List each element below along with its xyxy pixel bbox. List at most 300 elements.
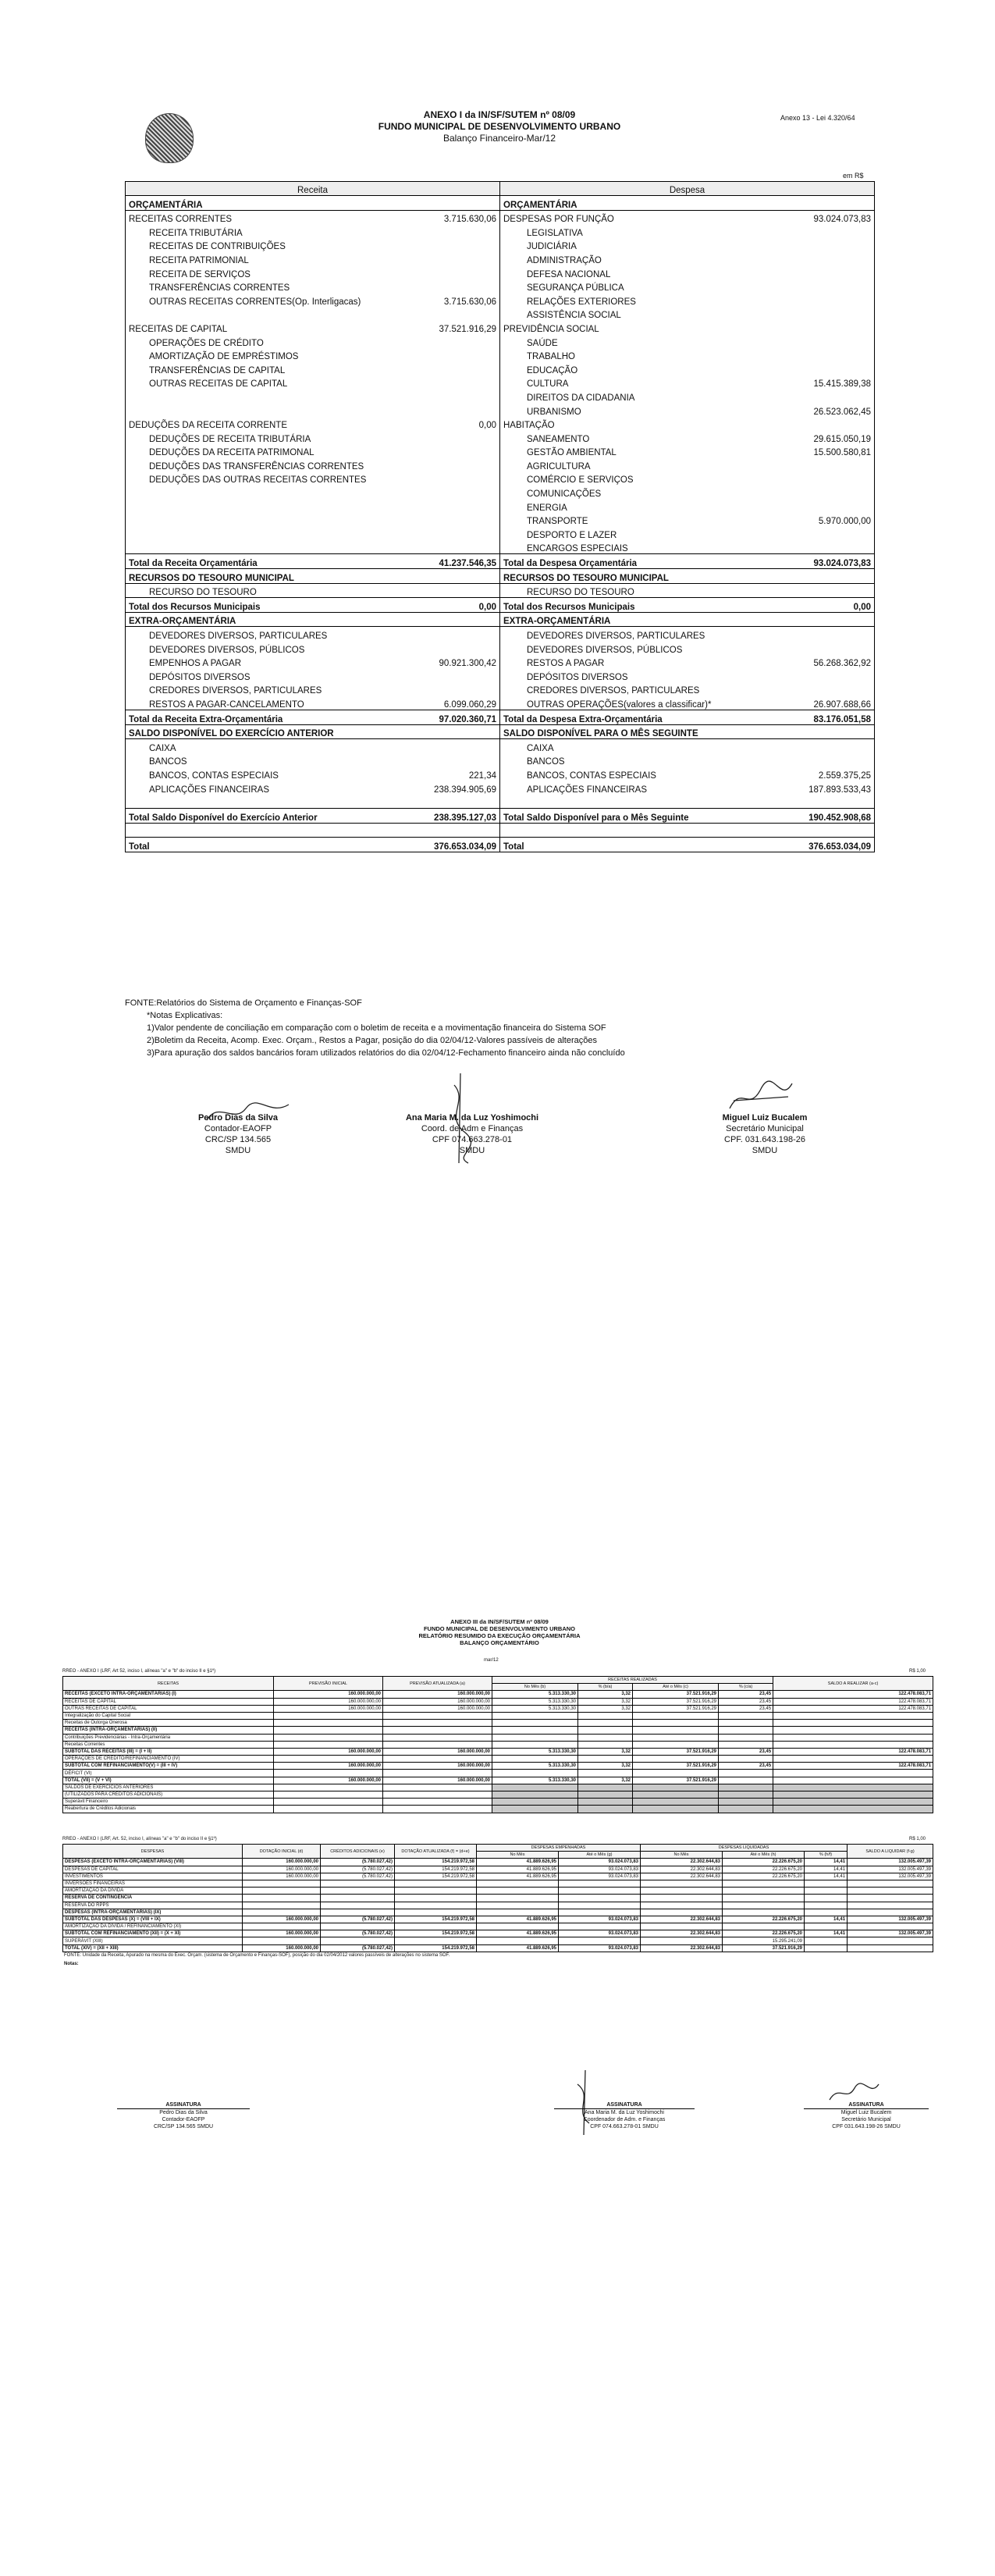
a3-sig2-line-b: Coordenador de Adm. e Finanças <box>583 2117 666 2122</box>
receitas-row-value <box>383 1791 492 1799</box>
despesa-label: DESPESAS POR FUNÇÃO <box>503 215 614 225</box>
balance-row <box>126 499 875 513</box>
despesas-row-value: 160.000.000,00 <box>243 1859 321 1866</box>
despesas-row-value <box>243 1880 321 1887</box>
rec-header-7: SALDO A REALIZAR (a-c) <box>773 1677 933 1691</box>
notes-subtitle: *Notas Explicativas: <box>147 1011 223 1020</box>
anexo1-title-line-1: ANEXO I da IN/SF/SUTEM nº 08/09 <box>423 109 576 120</box>
receitas-row-value <box>274 1741 383 1748</box>
notes-section <box>125 997 827 1059</box>
despesas-row-value <box>477 1895 559 1902</box>
despesas-row-label: DESPESAS (INTRA-ORÇAMENTÁRIAS) (IX) <box>63 1909 243 1916</box>
receitas-caption: RREO - ANEXO I (LRF, Art 52, inciso I, alíneas "a" e "b" do inciso II e §1º) <box>62 1669 216 1674</box>
despesa-label: PREVIDÊNCIA SOCIAL <box>503 324 599 334</box>
despesa-value <box>766 238 875 252</box>
receitas-row-value <box>773 1806 933 1813</box>
receitas-row <box>63 1770 933 1777</box>
receita-label: RESTOS A PAGAR-CANCELAMENTO <box>149 699 304 710</box>
receitas-row-value: 122.478.083,71 <box>773 1698 933 1705</box>
despesas-row <box>63 1916 933 1923</box>
despesas-row-value <box>723 1909 805 1916</box>
despesas-caption: RREO - ANEXO I (LRF, Art. 52, inciso I, alíneas "a" e "b" do inciso II e §1º) <box>62 1837 217 1841</box>
anexo1-title-line-2: FUNDO MUNICIPAL DE DESENVOLVIMENTO URBANO <box>378 121 621 132</box>
receita-label: DEPÓSITOS DIVERSOS <box>149 672 251 682</box>
balance-row <box>126 526 875 540</box>
balance-row <box>126 485 875 499</box>
receitas-row-value <box>633 1720 719 1727</box>
despesa-value <box>766 823 875 838</box>
despesas-row-value: 93.024.073,83 <box>559 1944 641 1952</box>
receitas-row-value <box>274 1770 383 1777</box>
despesa-label: RESTOS A PAGAR <box>527 659 605 669</box>
despesas-unit: R$ 1,00 <box>909 1837 926 1841</box>
receitas-row-label: RECEITAS (INTRA-ORÇAMENTÁRIAS) (II) <box>63 1727 274 1734</box>
receita-label: RECEITA DE SERVIÇOS <box>149 269 251 279</box>
despesa-value <box>766 540 875 554</box>
despesas-row-value <box>559 1902 641 1909</box>
despesa-value: 56.268.362,92 <box>813 659 872 669</box>
receita-value <box>399 430 500 444</box>
despesas-row-value <box>395 1923 477 1930</box>
despesa-label: Total da Despesa Orçamentária <box>500 554 766 569</box>
receita-label <box>126 307 399 321</box>
receita-value <box>399 526 500 540</box>
receita-value <box>399 444 500 458</box>
balance-row <box>126 348 875 362</box>
receitas-row-label: RECEITAS (EXCETO INTRA-ORÇAMENTÁRIAS) (I) <box>63 1691 274 1698</box>
despesa-label: JUDICIÁRIA <box>527 242 577 252</box>
receita-value <box>399 471 500 486</box>
despesa-label <box>500 795 766 809</box>
receitas-row-value <box>274 1712 383 1719</box>
despesas-row <box>63 1873 933 1880</box>
balance-row <box>126 251 875 265</box>
desp-header-9: SALDO A LIQUIDAR (f-g) <box>848 1845 933 1859</box>
receita-value <box>399 375 500 390</box>
despesa-value <box>766 739 875 753</box>
receitas-row-value <box>383 1799 492 1806</box>
receitas-row-value <box>719 1784 773 1791</box>
receitas-row-value <box>492 1770 578 1777</box>
receitas-row-label: (UTILIZADOS PARA CRÉDITOS ADICIONAIS) <box>63 1791 274 1799</box>
despesas-row-value: 14,41 <box>805 1930 848 1937</box>
despesas-row-value: 154.219.972,58 <box>395 1866 477 1873</box>
despesas-row <box>63 1895 933 1902</box>
despesas-row-value: 41.889.626,95 <box>477 1930 559 1937</box>
receitas-row-value <box>633 1756 719 1763</box>
despesa-label: BANCOS, CONTAS ESPECIAIS <box>527 770 656 781</box>
despesa-value <box>766 224 875 238</box>
balance-row <box>126 641 875 655</box>
despesas-row-value: 132.005.497,39 <box>848 1866 933 1873</box>
balance-row <box>126 430 875 444</box>
receitas-row <box>63 1712 933 1719</box>
despesas-row-value: 93.024.073,83 <box>559 1866 641 1873</box>
despesas-row-value <box>243 1937 321 1944</box>
despesa-value: 0,00 <box>766 598 875 613</box>
note-3: 3)Para apuração dos saldos bancários foram utilizados relatórios do dia 02/04/12-Fechamento financeiro ainda não concluído <box>147 1048 625 1058</box>
desp-header-5: Até o Mês (g) <box>559 1852 641 1859</box>
balance-row <box>126 389 875 403</box>
balance-row <box>126 471 875 486</box>
receitas-row-value <box>578 1720 633 1727</box>
despesa-label: Total <box>500 838 766 852</box>
balance-row <box>126 444 875 458</box>
despesa-label: ADMINISTRAÇÃO <box>527 255 602 265</box>
receita-value <box>399 513 500 527</box>
despesas-row-value <box>559 1888 641 1895</box>
rec-header-4: % (b/a) <box>578 1684 633 1691</box>
receitas-row-value: 5.313.330,30 <box>492 1691 578 1698</box>
receitas-row <box>63 1691 933 1698</box>
receitas-row-value: 3,32 <box>578 1705 633 1712</box>
despesas-row-label: INVESTIMENTOS <box>63 1873 243 1880</box>
receita-value: 97.020.360,71 <box>399 710 500 724</box>
anexo3-signature-block-1 <box>117 2101 250 2130</box>
despesa-label: TRANSPORTE <box>527 517 588 527</box>
despesas-row-value: 41.889.626,95 <box>477 1866 559 1873</box>
receitas-row-value: 122.478.083,71 <box>773 1763 933 1770</box>
despesa-value: 29.615.050,19 <box>813 434 872 444</box>
receitas-row-value <box>383 1734 492 1741</box>
receitas-row-value <box>633 1791 719 1799</box>
anexo3-period: mar/12 <box>484 1658 499 1663</box>
balance-row <box>126 612 875 627</box>
desp-header-1: DOTAÇÃO INICIAL (d) <box>243 1845 321 1859</box>
despesa-label: APLICAÇÕES FINANCEIRAS <box>527 785 648 795</box>
receita-label: CREDORES DIVERSOS, PARTICULARES <box>149 686 322 696</box>
receitas-row-value <box>719 1777 773 1784</box>
receitas-row-value <box>578 1770 633 1777</box>
receitas-row-value <box>719 1727 773 1734</box>
despesas-row-value: 41.889.626,95 <box>477 1873 559 1880</box>
receita-label: RECEITA TRIBUTÁRIA <box>149 228 243 238</box>
despesa-value <box>766 795 875 809</box>
receitas-row-value: 5.313.330,30 <box>492 1777 578 1784</box>
receitas-row-label: RECEITAS DE CAPITAL <box>63 1698 274 1705</box>
despesa-value <box>766 724 875 739</box>
despesas-row-value <box>805 1909 848 1916</box>
receita-value <box>399 403 500 417</box>
receitas-row-value <box>492 1756 578 1763</box>
balance-row <box>126 809 875 824</box>
despesas-row-value: (5.780.027,42) <box>321 1930 395 1937</box>
receitas-row-value: 160.000.000,00 <box>383 1691 492 1698</box>
despesas-row-value: 132.005.497,39 <box>848 1859 933 1866</box>
desp-header-4: No Mês <box>477 1852 559 1859</box>
rec-header-3: No Mês (b) <box>492 1684 578 1691</box>
receitas-row <box>63 1698 933 1705</box>
receita-value: 0,00 <box>399 598 500 613</box>
despesa-label: SEGURANÇA PÚBLICA <box>527 283 624 294</box>
despesa-value <box>766 334 875 348</box>
receita-value: 90.921.300,42 <box>399 655 500 669</box>
despesas-row-value: 160.000.000,00 <box>243 1944 321 1952</box>
receitas-row-value <box>274 1720 383 1727</box>
despesas-row-value: (5.780.027,42) <box>321 1873 395 1880</box>
despesas-row-value: 15.295.241,09 <box>723 1937 805 1944</box>
despesa-value <box>766 293 875 307</box>
despesas-row-value: 132.005.497,39 <box>848 1916 933 1923</box>
desp-header-2: CRÉDITOS ADICIONAIS (e) <box>321 1845 395 1859</box>
desp-header-group1: DESPESAS EMPENHADAS <box>477 1845 641 1852</box>
balance-row <box>126 334 875 348</box>
anexo1-legal-ref: Anexo 13 - Lei 4.320/64 <box>780 114 855 122</box>
receita-value: 3.715.630,06 <box>399 210 500 224</box>
anexo3-signature-block-2 <box>554 2101 695 2130</box>
receitas-row-label: Superávit Financeiro <box>63 1799 274 1806</box>
despesas-row-value: 93.024.073,83 <box>559 1930 641 1937</box>
despesas-row-label: SUBTOTAL DAS DESPESAS (X) = (VIII + IX) <box>63 1916 243 1923</box>
receitas-row-label: OUTRAS RECEITAS DE CAPITAL <box>63 1705 274 1712</box>
receitas-row <box>63 1799 933 1806</box>
despesa-value <box>766 196 875 211</box>
despesas-row-value: 14,41 <box>805 1873 848 1880</box>
despesas-row <box>63 1930 933 1937</box>
desp-header-3: DOTAÇÃO ATUALIZADA (f) = (d+e) <box>395 1845 477 1859</box>
a3-sig1-line-a: Pedro Dias da Silva <box>159 2110 208 2115</box>
despesas-row-label: SUBTOTAL COM REFINANCIAMENTO (XII) = (X + XI) <box>63 1930 243 1937</box>
despesa-label: CAIXA <box>527 743 554 753</box>
receitas-row-value: 37.521.916,29 <box>633 1763 719 1770</box>
receitas-row-value <box>719 1720 773 1727</box>
receita-value <box>399 540 500 554</box>
despesa-value <box>766 279 875 294</box>
receitas-row-value <box>383 1806 492 1813</box>
receita-value <box>399 499 500 513</box>
despesas-row-value <box>321 1937 395 1944</box>
receitas-row-value <box>773 1756 933 1763</box>
receitas-row-value <box>492 1784 578 1791</box>
despesas-row-label: TOTAL (XIV) = (XII + XIII) <box>63 1944 243 1952</box>
despesa-value <box>766 682 875 696</box>
despesa-label: ENCARGOS ESPECIAIS <box>527 544 628 554</box>
balance-row <box>126 307 875 321</box>
receitas-row-label: Receitas Correntes <box>63 1741 274 1748</box>
balance-row <box>126 569 875 584</box>
receitas-row-label: Integralização do Capital Social <box>63 1712 274 1719</box>
receitas-row-value <box>492 1799 578 1806</box>
signer-line-2a: Coord. de Adm e Finanças <box>421 1124 524 1133</box>
receitas-row-value <box>719 1734 773 1741</box>
despesas-row <box>63 1888 933 1895</box>
receitas-row-value <box>383 1712 492 1719</box>
despesas-row-value <box>805 1944 848 1952</box>
receita-label: Total <box>126 838 399 852</box>
receitas-row-value <box>383 1756 492 1763</box>
despesas-row-value <box>641 1937 723 1944</box>
despesa-value <box>766 668 875 682</box>
receita-label <box>126 513 399 527</box>
balance-row <box>126 682 875 696</box>
despesas-row-value: 22.226.675,20 <box>723 1916 805 1923</box>
receitas-row-value <box>383 1727 492 1734</box>
despesa-value: 190.452.908,68 <box>766 809 875 824</box>
balance-row <box>126 823 875 838</box>
despesas-row-value: 22.302.644,83 <box>641 1944 723 1952</box>
anexo3-source: FONTE: Unidade da Receita, Apurado na mesma do Exec. Orçam. (sistema de Orçamento e Finanças-SOF), posição do dia 02/04/2012 valores passíveis de alterações no sistema SOF. <box>64 1953 450 1958</box>
receitas-row-value <box>773 1720 933 1727</box>
despesas-row <box>63 1937 933 1944</box>
receitas-row-label: Contribuições Previdenciárias - Intra-Orçamentária <box>63 1734 274 1741</box>
despesas-row-value <box>723 1888 805 1895</box>
anexo3-title-line-2: FUNDO MUNICIPAL DE DESENVOLVIMENTO URBANO <box>423 1625 576 1632</box>
receita-value: 238.395.127,03 <box>399 809 500 824</box>
receita-value <box>399 348 500 362</box>
receitas-row-value <box>274 1734 383 1741</box>
receitas-row-value <box>773 1734 933 1741</box>
receita-label <box>126 499 399 513</box>
receitas-row-value <box>578 1741 633 1748</box>
receita-label: DEDUÇÕES DAS OUTRAS RECEITAS CORRENTES <box>149 475 367 486</box>
balance-row <box>126 838 875 852</box>
despesas-row-value: 132.005.497,39 <box>848 1930 933 1937</box>
despesas-row-value <box>559 1909 641 1916</box>
despesas-row-value <box>805 1902 848 1909</box>
receitas-row-value <box>773 1799 933 1806</box>
receita-label: Total dos Recursos Municipais <box>126 598 399 613</box>
despesa-value: 15.500.580,81 <box>813 448 872 458</box>
anexo3-notes-label: Notas: <box>64 1962 79 1966</box>
despesas-row-value: 93.024.073,83 <box>559 1859 641 1866</box>
signature-block-2 <box>382 1112 562 1156</box>
receita-label <box>126 823 399 838</box>
receita-label: RECURSOS DO TESOURO MUNICIPAL <box>126 569 399 584</box>
receita-value: 221,34 <box>399 767 500 781</box>
despesas-row-value: (5.780.027,42) <box>321 1944 395 1952</box>
receitas-row-value: 37.521.916,29 <box>633 1698 719 1705</box>
receita-label <box>126 485 399 499</box>
desp-header-group2: DESPESAS LIQUIDADAS <box>641 1845 848 1852</box>
receita-label: DEVEDORES DIVERSOS, PÚBLICOS <box>149 645 305 655</box>
receita-label: RECURSO DO TESOURO <box>149 588 257 598</box>
despesas-row-value <box>395 1888 477 1895</box>
despesa-value <box>766 526 875 540</box>
rec-header-2: PREVISÃO ATUALIZADA (a) <box>383 1677 492 1691</box>
receita-label: Total da Receita Extra-Orçamentária <box>126 710 399 724</box>
despesas-row-value <box>723 1880 805 1887</box>
despesas-row <box>63 1866 933 1873</box>
despesa-label: Total dos Recursos Municipais <box>500 598 766 613</box>
despesas-row-value: 41.889.626,95 <box>477 1916 559 1923</box>
balance-row <box>126 224 875 238</box>
balance-row <box>126 320 875 334</box>
despesas-row-value <box>723 1923 805 1930</box>
receitas-row-value <box>773 1784 933 1791</box>
receitas-row-value <box>492 1806 578 1813</box>
balance-row <box>126 583 875 598</box>
despesa-value: 187.893.533,43 <box>808 785 872 795</box>
receitas-row-value <box>578 1806 633 1813</box>
despesas-row-label: RESERVA DO RPPS <box>63 1902 243 1909</box>
anexo3-signature-scribble-3 <box>827 2080 882 2104</box>
balance-row <box>126 739 875 753</box>
receitas-row-value: 3,32 <box>578 1748 633 1755</box>
despesa-label: EXTRA-ORÇAMENTÁRIA <box>500 612 766 627</box>
despesa-value <box>766 348 875 362</box>
receitas-row-label: TOTAL (VII) = (V + VI) <box>63 1777 274 1784</box>
receita-value <box>399 196 500 211</box>
receitas-row-value <box>719 1712 773 1719</box>
despesa-label: TRABALHO <box>527 352 575 362</box>
receita-label: BANCOS <box>149 757 187 767</box>
balance-row <box>126 238 875 252</box>
despesa-label: DEVEDORES DIVERSOS, PÚBLICOS <box>527 645 683 655</box>
receitas-row-value <box>773 1777 933 1784</box>
despesas-row-value: 154.219.972,58 <box>395 1916 477 1923</box>
desp-header-8: % (h/f) <box>805 1852 848 1859</box>
despesa-value <box>766 569 875 584</box>
receita-value <box>399 569 500 584</box>
despesa-value: 2.559.375,25 <box>818 770 872 781</box>
receita-label: OPERAÇÕES DE CRÉDITO <box>149 338 264 348</box>
despesas-row-value <box>321 1902 395 1909</box>
balance-row <box>126 795 875 809</box>
receitas-row-value <box>633 1727 719 1734</box>
receitas-row-value: 37.521.916,29 <box>633 1748 719 1755</box>
receita-label: DEDUÇÕES DA RECEITA CORRENTE <box>129 421 287 431</box>
receitas-row-value <box>719 1799 773 1806</box>
receitas-row-label: Receitas de Outorga Onerosa <box>63 1720 274 1727</box>
receitas-row-value <box>274 1806 383 1813</box>
despesas-row-value: 154.219.972,58 <box>395 1873 477 1880</box>
despesas-row-value <box>848 1880 933 1887</box>
despesa-value: 15.415.389,38 <box>813 379 872 390</box>
balance-row <box>126 361 875 375</box>
despesas-row-value: 93.024.073,83 <box>559 1873 641 1880</box>
receita-value <box>399 457 500 471</box>
despesas-row-value <box>805 1923 848 1930</box>
receita-label <box>126 795 399 809</box>
despesas-row-value: 22.226.675,20 <box>723 1866 805 1873</box>
receita-value <box>399 389 500 403</box>
despesa-value: 83.176.051,58 <box>766 710 875 724</box>
despesas-row-value <box>848 1944 933 1952</box>
despesas-row-value <box>848 1895 933 1902</box>
despesas-row-value <box>559 1880 641 1887</box>
despesas-row-value: 154.219.972,58 <box>395 1944 477 1952</box>
rec-header-1: PREVISÃO INICIAL <box>274 1677 383 1691</box>
despesa-value: 93.024.073,83 <box>766 554 875 569</box>
despesa-value <box>766 627 875 641</box>
receita-label <box>126 403 399 417</box>
receita-label <box>126 389 399 403</box>
receita-value <box>399 265 500 279</box>
receitas-row-value: 160.000.000,00 <box>383 1748 492 1755</box>
receitas-row-value: 37.521.916,29 <box>633 1705 719 1712</box>
balance-row <box>126 265 875 279</box>
despesas-row-value <box>848 1888 933 1895</box>
a3-sig3-line-b: Secretário Municipal <box>841 2117 891 2122</box>
rec-header-5: Até o Mês (c) <box>633 1684 719 1691</box>
despesas-row-value <box>641 1880 723 1887</box>
receitas-row-value <box>773 1791 933 1799</box>
despesa-value <box>766 320 875 334</box>
despesas-row-value: 160.000.000,00 <box>243 1873 321 1880</box>
despesas-row-value <box>321 1895 395 1902</box>
receitas-row-value <box>719 1756 773 1763</box>
despesas-row-value: (5.780.027,42) <box>321 1916 395 1923</box>
a3-sig2-line-c: CPF 074.663.278-01 SMDU <box>590 2124 659 2129</box>
balance-row <box>126 668 875 682</box>
receitas-row-value <box>578 1727 633 1734</box>
receitas-row <box>63 1741 933 1748</box>
despesas-row-value <box>477 1923 559 1930</box>
receita-label: RECEITAS DE CONTRIBUIÇÕES <box>149 242 286 252</box>
receita-label: DEDUÇÕES DE RECEITA TRIBUTÁRIA <box>149 434 311 444</box>
despesa-value <box>766 251 875 265</box>
signer-name-3: Miguel Luiz Bucalem <box>722 1113 808 1123</box>
